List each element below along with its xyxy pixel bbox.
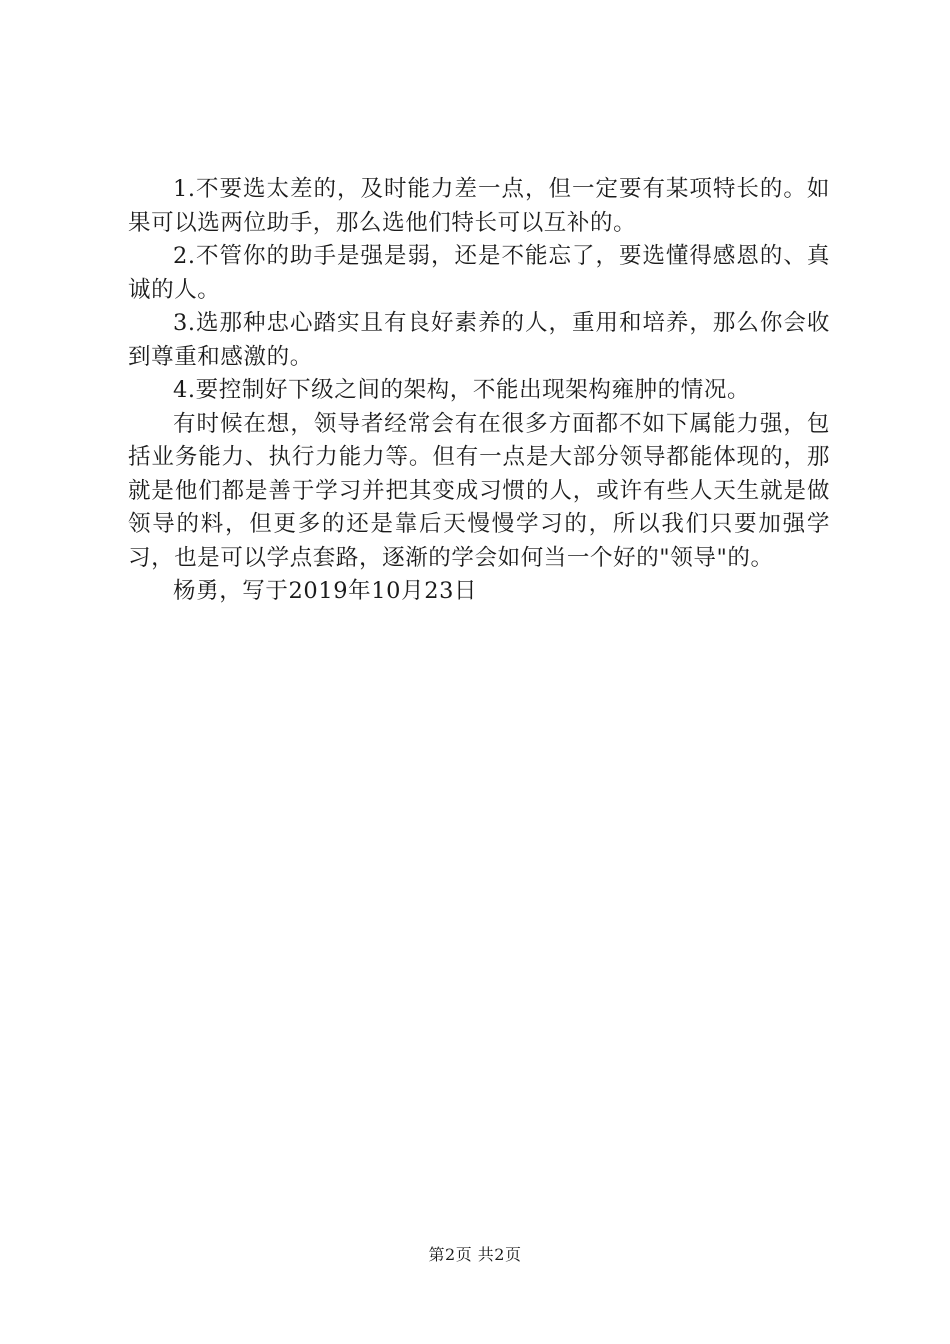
page-number-footer: 第2页 共2页	[428, 1245, 522, 1264]
document-body	[128, 173, 830, 609]
paragraph-item-4: 4.要控制好下级之间的架构，不能出现架构雍肿的情况。	[173, 377, 751, 403]
paragraph-signature: 杨勇，写于2019年10月23日	[173, 578, 478, 604]
paragraph-item-2: 2.不管你的助手是强是弱，还是不能忘了，要选懂得感恩的、真诚的人。	[128, 243, 830, 303]
paragraph-item-1: 1.不要选太差的，及时能力差一点，但一定要有某项特长的。如果可以选两位助手，那么选他们特长可以互补的。	[128, 176, 830, 236]
paragraph-reflection: 有时候在想，领导者经常会有在很多方面都不如下属能力强，包括业务能力、执行力能力等。但有一点是大部分领导都能体现的，那就是他们都是善于学习并把其变成习惯的人，或许有些人天生就是做领导的料，但更多的还是靠后天慢慢学习的，所以我们只要加强学习，也是可以学点套路，逐渐的学会如何当一个好的"领导"的。	[128, 410, 830, 571]
paragraph-item-3: 3.选那种忠心踏实且有良好素养的人，重用和培养，那么你会收到尊重和感激的。	[128, 310, 830, 370]
